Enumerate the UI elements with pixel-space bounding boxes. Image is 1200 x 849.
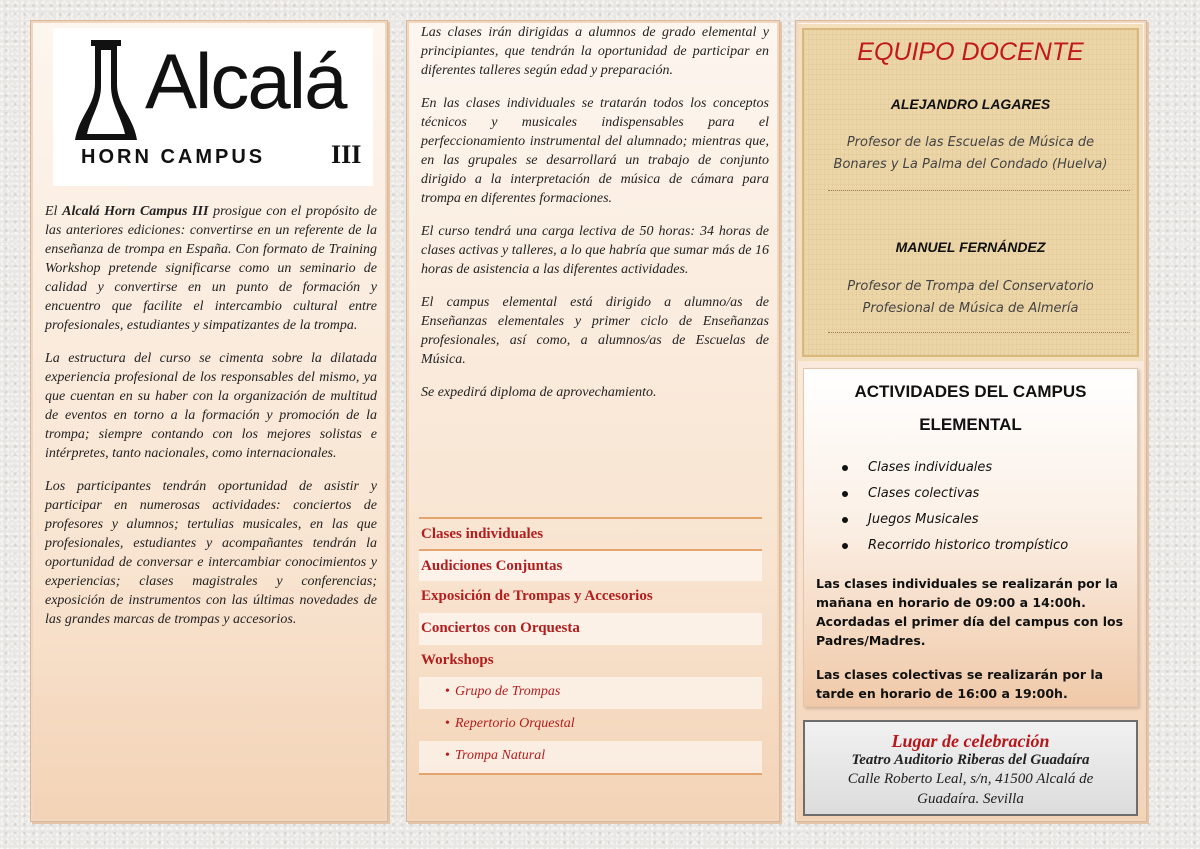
- course-paragraph-3: El curso tendrá una carga lectiva de 50 horas: 34 horas de clases activas y talleres, a lo que habría que sumar más de 16 horas de asistencia a las diferentes actividades.: [421, 224, 769, 277]
- campus-activities-box: [803, 368, 1138, 707]
- intro-paragraph-3: Los participantes tendrán oportunidad de asistir y participar en numerosas actividades: conciertos de profesores y alumnos; tertulias musicales, en las que profesionales, estudiantes y acompañantes tendrán la oportunidad de conversar e intercambiar conocimientos y experiencias; clases magistrales y conferencias; exposición de instrumentos con las últimas novedades de las grandes marcas de trompas y accesorios.: [45, 479, 377, 627]
- workshop-item: • Repertorio Orquestal: [419, 709, 762, 741]
- teacher-description: Profesor de Trompa del Conservatorio: [847, 279, 1094, 294]
- venue-title: Lugar de celebración: [891, 731, 1050, 751]
- bullet-icon: •: [445, 748, 450, 763]
- teacher-name: MANUEL FERNÁNDEZ: [895, 239, 1046, 255]
- list-item: Recorrido historico trompístico: [842, 533, 1068, 559]
- divider: [828, 190, 1130, 191]
- intro-text: [45, 202, 377, 643]
- venue-name: Teatro Auditorio Riberas del Guadaíra: [851, 752, 1090, 768]
- teacher-description: Profesional de Música de Almería: [862, 301, 1079, 316]
- activity-item: Conciertos con Orquesta: [419, 613, 762, 645]
- middle-panel: [406, 20, 780, 822]
- workshop-item: • Trompa Natural: [419, 741, 762, 773]
- workshop-item: • Grupo de Trompas: [419, 677, 762, 709]
- teacher-description: Profesor de las Escuelas de Música de: [846, 135, 1095, 150]
- bullet-icon: •: [445, 684, 450, 699]
- teaching-team-box: [802, 28, 1139, 357]
- course-text: [421, 23, 769, 416]
- list-item: Clases colectivas: [842, 481, 1068, 507]
- venue-address: Calle Roberto Leal, s/n, 41500 Alcalá de: [847, 771, 1094, 787]
- course-paragraph-4: El campus elemental está dirigido a alumno/as de Enseñanzas elementales y primer ciclo de Enseñanzas profesionales, así como, a alumnos/as de Escuelas de Música.: [421, 295, 769, 367]
- logo: [53, 28, 373, 186]
- campus-activities-list: [842, 455, 1068, 559]
- schedule-note: Las clases individuales se realizarán por la mañana en horario de 09:00 a 14:00h. Acordadas el primer día del campus con los Padres/Madres.: [816, 576, 1124, 648]
- intro-paragraph-2: La estructura del curso se cimenta sobre la dilatada experiencia profesional de los responsables del mismo, ya que cuentan en su haber con la organización de multitud de eventos en torno a la formación y promoción de la trompa; siempre contando con los mejores solistas e intérpretes, tanto nacionales, como internacionales.: [45, 351, 377, 461]
- list-item: Juegos Musicales: [842, 507, 1068, 533]
- divider: [828, 332, 1130, 333]
- left-panel: [30, 20, 388, 822]
- schedule-note: Las clases colectivas se realizarán por la tarde en horario de 16:00 a 19:00h.: [816, 667, 1104, 701]
- logo-wordmark: Alcalá: [145, 37, 346, 125]
- activities-list: [419, 517, 762, 775]
- course-paragraph-2: En las clases individuales se tratarán todos los conceptos técnicos y musicales indispensables para el perfeccionamiento instrumental del alumnado; mientras que, en las grupales se desarrollará un trabajo de conjunto dirigido a la interpretación de música de cámara para trompa en diferentes formaciones.: [421, 96, 769, 206]
- bullet-icon: •: [445, 716, 450, 731]
- activity-item: Clases individuales: [419, 517, 762, 549]
- venue-address: Guadaíra. Sevilla: [917, 791, 1024, 807]
- horn-mouthpiece-icon: [63, 36, 149, 146]
- logo-subtitle: HORN CAMPUS: [81, 146, 266, 168]
- teaching-team-title: EQUIPO DOCENTE: [857, 38, 1084, 66]
- intro-paragraph-1: El Alcalá Horn Campus III prosigue con el propósito de las anteriores ediciones: convertirse en un referente de la enseñanza de trompa en España. Con formato de Training Workshop pretende significarse como un seminario de calidad y convertirse en un punto de formación y encuentro que facilite el intercambio cultural entre profesionales, estudiantes y simpatizantes de la trompa.: [45, 204, 377, 333]
- venue-box: [803, 720, 1138, 816]
- list-item: Clases individuales: [842, 455, 1068, 481]
- course-paragraph-1: Las clases irán dirigidas a alumnos de grado elemental y principiantes, que tendrán la oportunidad de participar en diferentes talleres según edad y preparación.: [421, 25, 769, 78]
- course-paragraph-5: Se expedirá diploma de aprovechamiento.: [421, 385, 657, 400]
- teacher-name: ALEJANDRO LAGARES: [890, 96, 1051, 112]
- activity-item: Workshops: [421, 652, 494, 668]
- workshop-list: [419, 677, 762, 775]
- activity-item: Exposición de Trompas y Accesorios: [421, 588, 653, 604]
- campus-activities-title: ACTIVIDADES DEL CAMPUS ELEMENTAL: [854, 382, 1087, 434]
- teacher-description: Bonares y La Palma del Condado (Huelva): [833, 157, 1108, 172]
- activity-item: Audiciones Conjuntas: [419, 549, 762, 581]
- logo-numeral: III: [331, 140, 362, 169]
